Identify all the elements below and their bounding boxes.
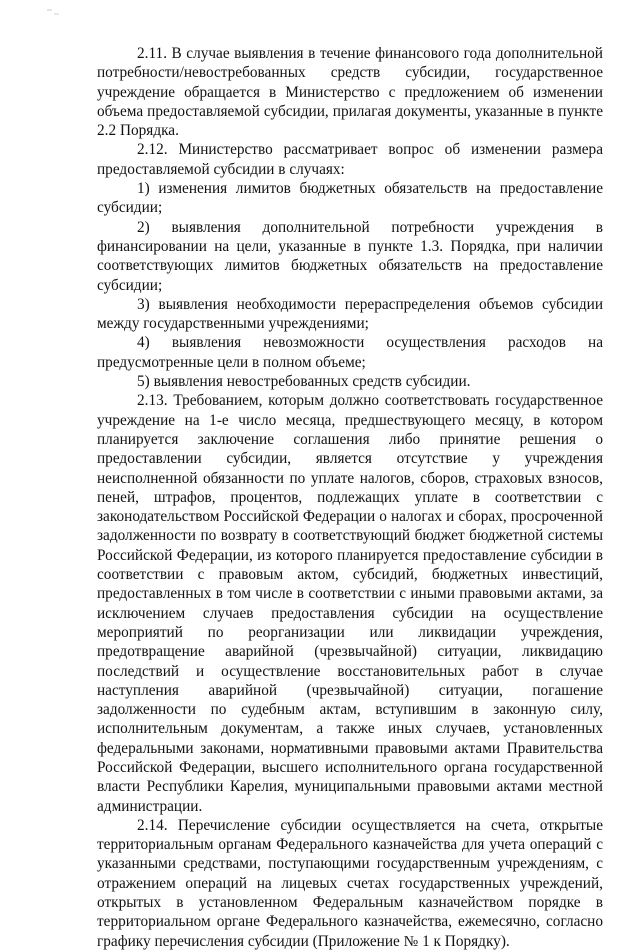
scan-corner-mark xyxy=(46,8,60,18)
list-item-4: 4) выявления невозможности осуществления расходов на предусмотренные цели в полном объеме; xyxy=(97,334,603,371)
document-page xyxy=(97,44,603,951)
list-item-3: 3) выявления необходимости перераспределения объемов субсидии между государственными учреждениями; xyxy=(97,295,603,333)
list-item-2: 2) выявления дополнительной потребности учреждения в финансировании на цели, указанные в пункте 1.3. Порядка, при наличии соответствующих лимитов бюджетных обязательств на предоставление субсидии; xyxy=(97,218,603,294)
paragraph-2-13: 2.13. Требованием, которым должно соответствовать государственное учреждение на 1-е число месяца, предшествующего месяцу, в котором планируется заключение соглашения либо принятие решения о предоставлении субсидии, является отсутствие у учреждения неисполненной обязанности по уплате налогов, сборов, страховых взносов, пеней, штрафов, процентов, подлежащих уплате в соответствии с законодательством Российской Федерации о налогах и сборах, просроченной задолженности по возврату в соответствующий бюджет бюджетной системы Российской Федерации, из которого планируется предоставление субсидии в соответствии с правовым актом, субсидий, бюджетных инвестиций, предоставленных в том числе в соответствии с иными правовыми актами, за исключением случаев предоставления субсидии на осуществление мероприятий по реорганизации или ликвидации учреждения, предотвращение аварийной (чрезвычайной) ситуации, ликвидацию последствий и осуществление восстановительных работ в случае наступления аварийной (чрезвычайной) ситуации, погашение задолженности по судебным актам, вступившим в законную силу, исполнительным документам, а также иных случаев, установленных федеральными законами, нормативными правовыми актами Правительства Российской Федерации, высшего исполнительного органа государственной власти Республики Карелия, муниципальными правовыми актами местной администрации. xyxy=(97,392,603,815)
paragraph-2-11: 2.11. В случае выявления в течение финансового года дополнительной потребности/невостребованных средств субсидии, государственное учреждение обращается в Министерство с предложением об изменении объема предоставляемой субсидии, прилагая документы, указанные в пункте 2.2 Порядка. xyxy=(97,45,603,140)
list-item-1: 1) изменения лимитов бюджетных обязательств на предоставление субсидии; xyxy=(97,180,603,217)
paragraph-2-12: 2.12. Министерство рассматривает вопрос об изменении размера предоставляемой субсидии в случаях: xyxy=(97,141,603,178)
list-item-5: 5) выявления невостребованных средств субсидии. xyxy=(137,373,471,391)
paragraph-2-14: 2.14. Перечисление субсидии осуществляется на счета, открытые территориальным органам Федерального казначейства для учета операций с указанными средствами, поступающими государственным учреждениям, с отражением операций на лицевых счетах государственных учреждений, открытых в установленном Федеральным казначейством порядке в территориальном органе Федерального казначейства, ежемесячно, согласно графику перечисления субсидии (Приложение № 1 к Порядку). xyxy=(97,816,603,950)
